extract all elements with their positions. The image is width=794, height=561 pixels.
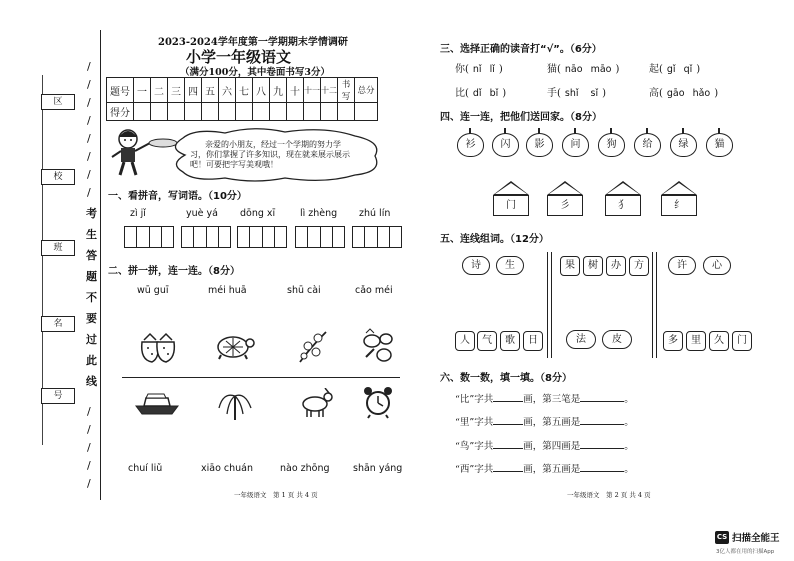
apple-char[interactable]: 衫 [457,133,484,157]
score-cell: 四 [185,78,202,103]
score-table-header-row [107,78,378,103]
char-box[interactable]: 果 [560,256,580,276]
bubble-line-2: 习，你们掌握了许多知识，现在就来展示展示 [190,150,350,159]
bubble-line-3: 吧！可要把字写美观哦！ [190,160,278,169]
district-label: 区 [41,94,75,110]
pinyin-option[interactable]: dǐ [472,88,482,99]
row-end: 。 [624,441,634,452]
stroke-count-row [455,438,634,452]
char-box[interactable]: 气 [477,331,497,351]
score-input-cell[interactable] [202,103,219,121]
pinyin-label: shū cài [287,285,321,296]
char-box[interactable]: 里 [686,331,706,351]
stroke-count-blank[interactable] [493,401,523,402]
house-radical: 犭 [605,195,641,216]
writing-grid[interactable] [352,226,402,248]
name-label: 名 [41,316,75,332]
score-input-cell[interactable] [338,103,355,121]
apple-char[interactable]: 狗 [598,133,625,157]
score-input-cell[interactable] [236,103,253,121]
stroke-name-blank[interactable] [580,471,624,472]
char-box[interactable]: 久 [709,331,729,351]
char-box[interactable]: 日 [523,331,543,351]
house[interactable] [547,181,583,215]
pinyin-option[interactable]: nǐ [472,64,482,75]
row-prefix: “西”字共 [455,464,494,475]
pronunciation-item: 手( shǐ sǐ ) [547,88,607,99]
score-cell: 十一 [304,78,321,103]
pronunciation-item: 你( nǐ lǐ ) [455,64,503,75]
goat-picture [295,388,335,418]
row-mid: 画，第四画是 [523,441,581,452]
section-1-title: 一、看拼音，写词语。（10分） [108,191,247,202]
score-input-cell[interactable] [185,103,202,121]
word-char: 手 [547,88,557,99]
pronunciation-item: 比( dǐ bǐ ) [455,88,507,99]
score-cell: 书写 [338,78,355,103]
cloud-char[interactable]: 许 [668,256,696,275]
score-table [106,77,378,121]
score-cell: 十二 [321,78,338,103]
stroke-name-blank[interactable] [580,448,624,449]
pinyin-label: lì zhèng [300,208,338,219]
score-input-cell[interactable] [134,103,151,121]
word-char: 起 [649,64,659,75]
page-footer-left: 一年级语文 第 1 页 共 4 页 [234,491,318,499]
row-prefix: “比”字共 [455,394,494,405]
house[interactable] [605,181,641,215]
binding-text-char: 线 [86,375,97,388]
word-char: 猫 [547,64,557,75]
pinyin-option[interactable]: nāo [564,64,583,75]
score-table-score-row [107,103,378,121]
score-input-cell[interactable] [321,103,338,121]
stroke-count-row [455,414,634,428]
pinyin-label: zì jǐ [130,208,146,219]
row-prefix: “里”字共 [455,417,494,428]
pinyin-option[interactable]: lǐ [489,64,495,75]
char-box[interactable]: 多 [663,331,683,351]
score-cell: 九 [270,78,287,103]
apple-char[interactable]: 绿 [670,133,697,157]
pronunciation-item: 猫( nāo māo ) [547,64,620,75]
bubble-line-1: 亲爱的小朋友，经过一个学期的努力学 [205,140,341,149]
binding-text-char: 此 [86,354,97,367]
vegetables-picture [360,327,394,363]
score-input-cell[interactable] [287,103,304,121]
stroke-count-blank[interactable] [493,471,523,472]
stroke-count-blank[interactable] [493,448,523,449]
pinyin-option[interactable]: qǐ [683,64,693,75]
divider-line [122,377,400,378]
score-input-cell[interactable] [219,103,236,121]
pronunciation-item: 起( gǐ qǐ ) [649,64,701,75]
section-3-title: 三、选择正确的读音打“√”。（6分） [440,44,602,55]
school-label: 校 [41,169,75,185]
group-divider [656,252,657,358]
page-footer-right: 一年级语文 第 2 页 共 4 页 [567,491,651,499]
section-4-title: 四、连一连，把他们送回家。（8分） [440,112,602,123]
scanner-app-name: 扫描全能王 [732,533,780,544]
score-cell: 总分 [355,78,378,103]
stroke-name-blank[interactable] [580,401,624,402]
score-cell: 八 [253,78,270,103]
score-input-cell[interactable] [151,103,168,121]
char-box[interactable]: 办 [606,256,626,276]
score-row-label: 得分 [107,103,134,121]
score-cell: 二 [151,78,168,103]
writing-grid[interactable] [124,226,174,248]
student-cartoon-picture [108,127,158,179]
exam-title: 2023-2024学年度第一学期期末学情调研 [158,37,348,48]
class-label: 班 [41,240,75,256]
score-input-cell[interactable] [304,103,321,121]
apple-char[interactable]: 猫 [706,133,733,157]
binding-text-char: 不 [86,291,97,304]
score-cell: 三 [168,78,185,103]
plum-blossom-picture [296,328,330,364]
pinyin-label: dōng xī [240,208,276,219]
binding-text-char: 要 [86,312,97,325]
word-char: 高 [649,88,659,99]
house-radical: 纟 [661,195,697,216]
group-divider [547,252,548,358]
stroke-name-blank[interactable] [580,424,624,425]
pinyin-option[interactable]: shǐ [564,88,579,99]
score-input-cell[interactable] [270,103,287,121]
scanner-logo: CS [715,531,729,544]
pinyin-label: xiāo chuán [201,463,254,474]
score-cell: 一 [134,78,151,103]
row-end: 。 [624,394,634,405]
cloud-char[interactable]: 心 [703,256,731,275]
turtle-picture [213,333,255,361]
char-box[interactable]: 歌 [500,331,520,351]
row-mid: 画，第五画是 [523,464,581,475]
stroke-count-blank[interactable] [493,424,523,425]
char-box[interactable]: 门 [732,331,752,351]
group-divider [652,252,653,358]
pinyin-label: yuè yá [186,208,218,219]
apple-char[interactable]: 闪 [492,133,519,157]
score-input-cell[interactable] [355,103,378,121]
boat-picture [134,392,180,416]
pinyin-option[interactable]: māo [590,64,612,75]
pinyin-label: nào zhōng [280,463,330,474]
word-char: 比 [455,88,465,99]
apple-char[interactable]: 问 [562,133,589,157]
binding-text-char: 考 [86,207,97,220]
scanner-tagline: 3亿人都在用的扫描App [716,549,775,555]
row-mid: 画，第五画是 [523,417,581,428]
strawberry-picture [138,330,178,364]
row-end: 。 [624,464,634,475]
score-note: （满分100分，其中卷面书写3分） [180,67,330,78]
score-cell: 题号 [107,78,134,103]
pinyin-label: wū guī [137,285,169,296]
binding-rail [100,30,101,500]
alarm-clock-picture [362,385,394,419]
binding-text-char: 答 [86,249,97,262]
pinyin-label: zhú lín [359,208,391,219]
pinyin-option[interactable]: bǐ [489,88,499,99]
pinyin-label: méi huā [208,285,247,296]
score-cell: 十 [287,78,304,103]
row-prefix: “鸟”字共 [455,441,494,452]
house[interactable] [661,181,697,215]
pinyin-option[interactable]: sǐ [590,88,599,99]
subject-title: 小学一年级语文 [186,48,292,66]
score-cell: 六 [219,78,236,103]
score-cell: 五 [202,78,219,103]
apple-char[interactable]: 影 [526,133,553,157]
apple-char[interactable]: 给 [634,133,661,157]
word-char: 你 [455,64,465,75]
section-2-title: 二、拼一拼，连一连。（8分） [108,266,240,277]
number-label: 号 [41,388,75,404]
binding-text-char: 题 [86,270,97,283]
char-box[interactable]: 人 [455,331,475,351]
house-radical: 彡 [547,195,583,216]
house[interactable] [493,181,529,215]
cloud-char[interactable]: 生 [496,256,524,275]
pinyin-option[interactable]: hǎo [692,88,711,99]
writing-grid[interactable] [181,226,231,248]
pinyin-option[interactable]: gǐ [666,64,676,75]
binding-text-char: 过 [86,333,97,346]
section-5-title: 五、连线组词。（12分） [440,234,549,245]
stroke-count-row [455,461,634,475]
binding-text-char: 生 [86,228,97,241]
score-input-cell[interactable] [168,103,185,121]
pronunciation-item: 高( gāo hǎo ) [649,88,719,99]
pinyin-label: shān yáng [353,463,403,474]
pinyin-label: chuí liǔ [128,463,163,474]
writing-grid[interactable] [295,226,345,248]
score-cell: 七 [236,78,253,103]
house-radical: 门 [493,195,529,216]
row-end: 。 [624,417,634,428]
char-box[interactable]: 方 [629,256,649,276]
row-mid: 画，第三笔是 [523,394,581,405]
pinyin-option[interactable]: gāo [666,88,685,99]
pinyin-label: cǎo méi [355,285,393,296]
score-input-cell[interactable] [253,103,270,121]
char-box[interactable]: 树 [583,256,603,276]
group-divider [551,252,552,358]
cloud-char[interactable]: 皮 [602,330,632,349]
cloud-char[interactable]: 法 [566,330,596,349]
stroke-count-row [455,391,634,405]
willow-picture [215,386,255,420]
cloud-char[interactable]: 诗 [462,256,490,275]
section-6-title: 六、数一数，填一填。（8分） [440,373,572,384]
writing-grid[interactable] [237,226,287,248]
